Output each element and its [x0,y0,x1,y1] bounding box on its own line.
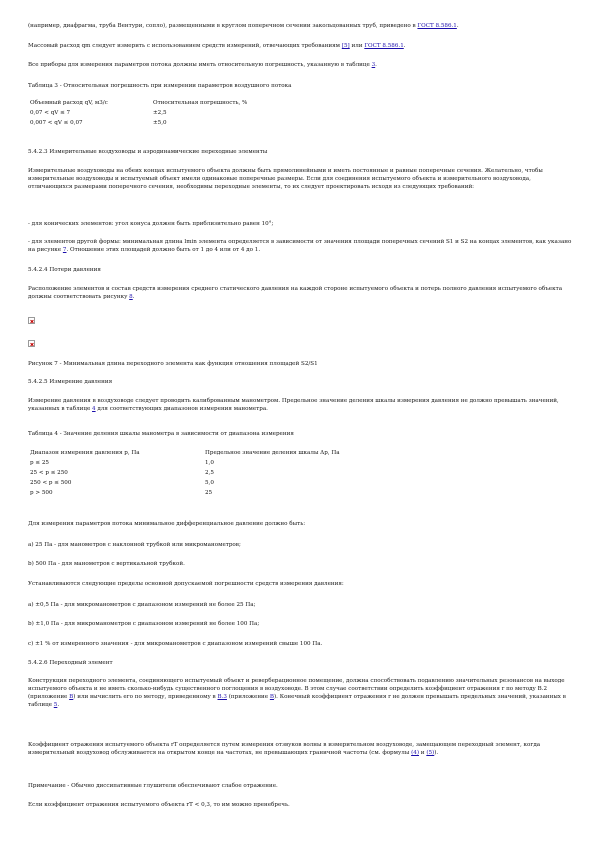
paragraph-error-limits: Устанавливаются следующие пределы основной допускаемой погрешности средств измерения давления: [28,581,344,587]
table-header-cell: Предельное значение деления шкалы Δp, Па [205,450,340,456]
table-cell: 0,007 < qV ≤ 0,07 [30,120,83,126]
text: (например, диафрагма, труба Вентури, сопло), размещенными в круглом поперечном сечении закольцованных труб, приведено в [28,23,418,29]
link-ref-5[interactable]: [5] [341,43,350,49]
link-table-3[interactable]: 3 [371,62,376,68]
text: ). [434,750,439,756]
link-table-5[interactable]: 5 [53,702,58,708]
text: . [375,62,377,68]
table-header-row [30,449,340,459]
table-cell: 0,07 < qV ≤ 7 [30,110,71,116]
note-dissipative-silencers: Примечание - Обычно диссипативные глушители обеспечивают слабое отражение. [28,783,278,789]
paragraph-ducts: Измерительные воздуховоды на обеих концах испытуемого объекта должны быть прямолинейными и иметь постоянные и равные поперечные сечения. Желательно, чтобы измерительные воздуховоды и испытуемый объект имели одинаковые поперечные размеры. Если для соединения испытуемого объекта и измерительного воздуховода, отличающихся размерами поперечного сечения, необходимы переходные элементы, то их следует проектировать исходя из следующих требований: [28,168,543,190]
link-figure-8[interactable]: 8 [129,294,133,300]
paragraph-negligible-reflection: Если коэффициент отражения испытуемого объекта rT < 0,3, то им можно пренебречь. [28,802,290,808]
text: - для элементов другой формы: минимальная длина lmin элемента определяется в зависимости от значения площади поперечных сечений S1 и S2 на концах элементов, как указано на рисунке [28,239,572,253]
table-header-cell: Относительная погрешность, % [153,100,248,106]
table-cell: 1,0 [205,460,214,466]
link-gost-8-586-1[interactable]: ГОСТ 8.586.1 [364,43,404,49]
list-item-b-1-0pa: b) ±1,0 Па - для микроманометров с диапазоном измерений не более 100 Па; [28,621,260,627]
text: Массовый расход qm следует измерить с использованием средств измерений, отвечающих требованиям [28,43,342,49]
paragraph-instruments [28,61,576,69]
table-header-cell: Объемный расход qV, м3/с [30,100,108,106]
table-cell: 25 < p ≤ 250 [30,470,68,476]
text: . [456,23,459,29]
text: Конструкция переходного элемента, соединяющего испытуемый объект и реверберационное помещение, должна способствовать подавлению значительных резонансов на выходе испытуемого объекта и не иметь сколько-нибудь существенного поглощения в воздуховоде. В этом случае соответствии определить коэффициент отражения r по методу В.2 (приложение [28,678,565,700]
list-item-a-25pa: a) 25 Па - для манометров с наклонной трубкой или микроманометров; [28,542,241,548]
figure-7-caption: Рисунок 7 - Минимальная длина переходного элемента как функция отношения площадей S2/S1 [28,361,318,367]
table-4 [30,449,340,499]
table-row [30,469,340,479]
section-heading-5-4-2-4: 5.4.2.4 Потери давления [28,267,101,273]
link-v-3[interactable]: В.3 [217,694,227,700]
section-heading-5-4-2-5: 5.4.2.5 Измерение давления [28,379,113,385]
link-appendix-v[interactable]: В [69,694,74,700]
table-cell: 2,5 [205,470,214,476]
broken-image-icon [28,340,35,347]
paragraph-gost-reference [28,22,576,30]
broken-image-icon [28,317,35,324]
text: или [349,43,365,49]
table-header-cell: Диапазон измерения давления p, Па [30,450,140,456]
text: . Отношение этих площадей должно быть от 1 до 4 или от 4 до 1. [66,247,261,253]
paragraph-reflection-coefficient [28,741,576,757]
table-4-caption: Таблица 4 - Значение деления шкалы манометра в зависимости от диапазона измерения [28,431,294,437]
section-heading-5-4-2-3: 5.4.2.3 Измерительные воздуховоды и аэродинамические переходные элементы [28,149,268,155]
list-item-c-1-percent: c) ±1 % от измеренного значения - для микроманометров с диапазоном измерений свыше 100 Па. [28,641,323,647]
text: Все приборы для измерения параметров потока должны иметь относительную погрешность, указанную в таблице [28,62,372,68]
table-3-caption: Таблица 3 - Относительная погрешность при измерении параметров воздушного потока [28,83,292,89]
text: . [403,43,406,49]
link-appendix-v[interactable]: В [269,694,274,700]
text: ). Конечный коэффициент отражения r не должен превышать предельных значений, указанных в таблице [28,694,566,708]
paragraph-pressure-loss [28,285,576,301]
paragraph-pressure-measurement [28,397,576,413]
list-item-a-0-5pa: a) ±0,5 Па - для микроманометров с диапазоном измерений не более 25 Па; [28,602,256,608]
link-formula-5[interactable]: (5) [426,750,435,756]
paragraph-conical: - для конических элементов: угол конуса должен быть приблизительно равен 10°; [28,221,274,227]
link-gost-8-586-1[interactable]: ГОСТ 8.586.1 [417,23,457,29]
link-table-4[interactable]: 4 [92,406,96,412]
link-formula-4[interactable]: (4) [411,750,420,756]
text: для соответствующих диапазонов измерения манометра. [95,406,268,412]
table-row [30,489,340,499]
paragraph-min-diff-pressure: Для измерения параметров потока минимальное дифференциальное давление должно быть: [28,521,306,527]
table-3 [30,99,247,129]
text: Коэффициент отражения испытуемого объекта rT определяется путем измерения отзвуков волны в измерительном воздуховоде, замещающем переходный элемент, когда измерительный воздуховод обслуживается на открытом конце на частотах, не превышающих граничной частоты (см. формулы [28,742,541,756]
text: . [57,702,60,708]
paragraph-other-shape [28,238,576,254]
text: . [132,294,135,300]
text: и [419,750,427,756]
table-cell: p ≤ 25 [30,460,49,466]
section-heading-5-4-2-6: 5.4.2.6 Переходный элемент [28,660,113,666]
text: (приложение [226,694,270,700]
table-header-row [30,99,247,109]
list-item-b-500pa: b) 500 Па - для манометров с вертикальной трубкой. [28,561,185,567]
paragraph-mass-flow [28,42,576,50]
text: Измерение давления в воздуховоде следует проводить калиброванным манометром. Предельное значение деления шкалы измерения давления не должно превышать значений, указанных в таблице [28,398,559,412]
table-cell: p > 500 [30,490,53,496]
paragraph-transition-element [28,677,576,709]
text: Расположение элементов и состав средств измерения среднего статического давления на каждой стороне испытуемого объекта и потерь полного давления испытуемого объекта должны соответствовать рисунку [28,286,563,300]
table-cell: 250 < p ≤ 500 [30,480,72,486]
table-row [30,119,247,129]
table-cell: ±5,0 [153,120,167,126]
table-cell: ±2,5 [153,110,167,116]
link-figure-7[interactable]: 7 [62,247,67,253]
table-cell: 5,0 [205,480,214,486]
text: ) или вычислить его по методу, приведенному в [73,694,218,700]
table-row [30,479,340,489]
table-row [30,459,340,469]
table-row [30,109,247,119]
table-cell: 25 [205,490,213,496]
